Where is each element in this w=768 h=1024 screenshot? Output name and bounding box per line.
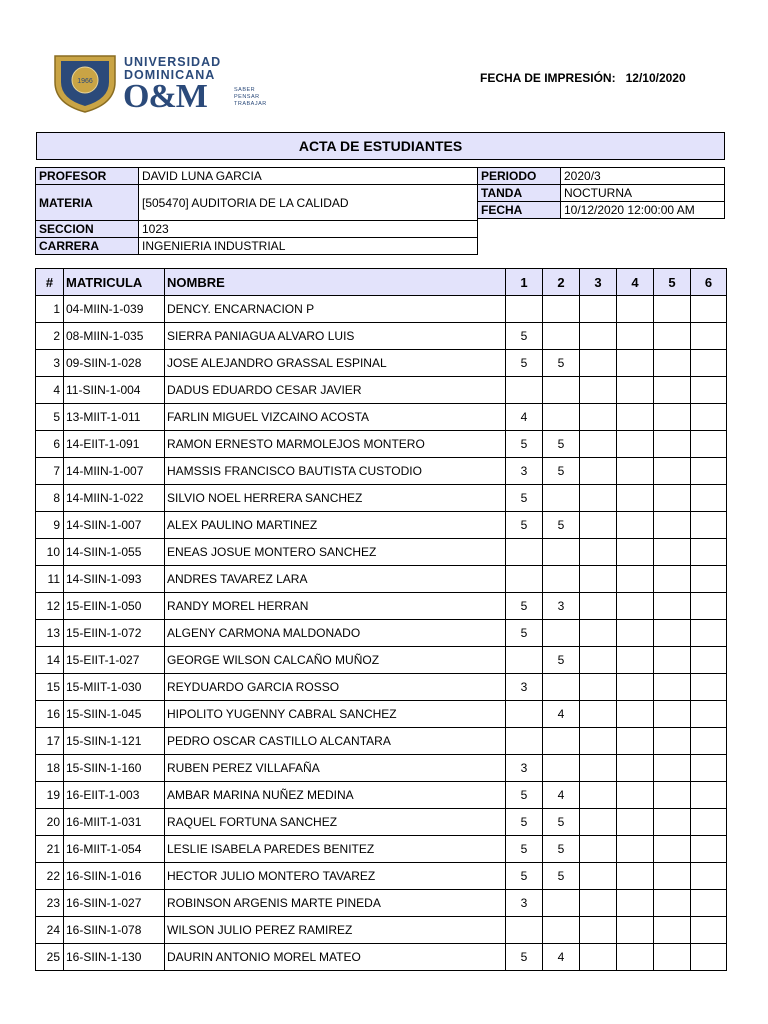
grade-6-cell: [691, 917, 727, 944]
grade-1-cell: [506, 539, 543, 566]
grade-6-cell: [691, 377, 727, 404]
grade-6-cell: [691, 728, 727, 755]
grade-5-cell: [654, 296, 691, 323]
grade-3-cell: [580, 431, 617, 458]
grade-1-cell: [506, 728, 543, 755]
grade-4-cell: [617, 701, 654, 728]
grade-4-cell: [617, 485, 654, 512]
nombre-cell: WILSON JULIO PEREZ RAMIREZ: [165, 917, 506, 944]
matricula-cell: 16-SIIN-1-016: [64, 863, 165, 890]
table-row: [36, 701, 727, 728]
nombre-cell: SILVIO NOEL HERRERA SANCHEZ: [165, 485, 506, 512]
grade-1-cell: 5: [506, 782, 543, 809]
nombre-cell: HIPOLITO YUGENNY CABRAL SANCHEZ: [165, 701, 506, 728]
grade-2-cell: 5: [543, 647, 580, 674]
grade-2-cell: [543, 485, 580, 512]
carrera-value: INGENIERIA INDUSTRIAL: [139, 238, 478, 255]
grade-2-cell: [543, 539, 580, 566]
matricula-cell: 11-SIIN-1-004: [64, 377, 165, 404]
grade-3-cell: [580, 377, 617, 404]
table-row: [36, 836, 727, 863]
table-row: [36, 350, 727, 377]
info-row: [36, 168, 478, 185]
nombre-cell: DAURIN ANTONIO MOREL MATEO: [165, 944, 506, 971]
grade-2-cell: [543, 620, 580, 647]
grade-5-cell: [654, 701, 691, 728]
row-number: 7: [36, 458, 64, 485]
nombre-cell: JOSE ALEJANDRO GRASSAL ESPINAL: [165, 350, 506, 377]
grade-4-cell: [617, 377, 654, 404]
matricula-cell: 15-MIIT-1-030: [64, 674, 165, 701]
table-row: [36, 296, 727, 323]
grade-4-cell: [617, 431, 654, 458]
grade-2-cell: 5: [543, 350, 580, 377]
motto-line: TRABAJAR: [234, 101, 267, 107]
grade-5-cell: [654, 890, 691, 917]
fecha-value: 10/12/2020 12:00:00 AM: [561, 202, 725, 219]
grade-3-cell: [580, 728, 617, 755]
profesor-label: PROFESOR: [36, 168, 139, 185]
grade-4-cell: [617, 944, 654, 971]
period-info-table: [477, 167, 725, 219]
grade-1-cell: 5: [506, 620, 543, 647]
col-header-grade-3: 3: [580, 269, 617, 296]
grade-1-cell: 3: [506, 890, 543, 917]
grade-3-cell: [580, 566, 617, 593]
logo-line-2: DOMINICANA: [124, 68, 216, 82]
table-row: [36, 458, 727, 485]
grade-1-cell: 3: [506, 755, 543, 782]
grade-2-cell: 5: [543, 431, 580, 458]
grade-1-cell: 5: [506, 350, 543, 377]
row-number: 23: [36, 890, 64, 917]
table-row: [36, 728, 727, 755]
grade-2-cell: 4: [543, 782, 580, 809]
matricula-cell: 16-SIIN-1-027: [64, 890, 165, 917]
nombre-cell: HAMSSIS FRANCISCO BAUTISTA CUSTODIO: [165, 458, 506, 485]
table-row: [36, 566, 727, 593]
grade-2-cell: [543, 296, 580, 323]
grade-1-cell: [506, 566, 543, 593]
grade-1-cell: 3: [506, 674, 543, 701]
row-number: 1: [36, 296, 64, 323]
matricula-cell: 15-SIIN-1-045: [64, 701, 165, 728]
grade-1-cell: 5: [506, 863, 543, 890]
nombre-cell: REYDUARDO GARCIA ROSSO: [165, 674, 506, 701]
matricula-cell: 15-SIIN-1-121: [64, 728, 165, 755]
nombre-cell: ENEAS JOSUE MONTERO SANCHEZ: [165, 539, 506, 566]
row-number: 19: [36, 782, 64, 809]
table-row: [36, 323, 727, 350]
grade-6-cell: [691, 404, 727, 431]
grade-2-cell: [543, 404, 580, 431]
university-logo: [53, 52, 278, 116]
row-number: 17: [36, 728, 64, 755]
course-info-table: [35, 167, 478, 255]
grade-4-cell: [617, 647, 654, 674]
motto-line: SABER: [234, 87, 256, 93]
grade-4-cell: [617, 323, 654, 350]
nombre-cell: AMBAR MARINA NUÑEZ MEDINA: [165, 782, 506, 809]
grade-6-cell: [691, 431, 727, 458]
grade-2-cell: [543, 755, 580, 782]
table-row: [36, 539, 727, 566]
row-number: 22: [36, 863, 64, 890]
table-row: [36, 512, 727, 539]
nombre-cell: RAQUEL FORTUNA SANCHEZ: [165, 809, 506, 836]
col-header-grade-5: 5: [654, 269, 691, 296]
row-number: 13: [36, 620, 64, 647]
grade-5-cell: [654, 728, 691, 755]
row-number: 3: [36, 350, 64, 377]
grade-3-cell: [580, 485, 617, 512]
grade-1-cell: [506, 377, 543, 404]
grade-5-cell: [654, 755, 691, 782]
grade-2-cell: 5: [543, 458, 580, 485]
grade-3-cell: [580, 350, 617, 377]
info-row: [36, 185, 478, 221]
grade-6-cell: [691, 674, 727, 701]
grade-5-cell: [654, 917, 691, 944]
logo-motto: [234, 87, 267, 108]
grade-4-cell: [617, 782, 654, 809]
nombre-cell: HECTOR JULIO MONTERO TAVAREZ: [165, 863, 506, 890]
row-number: 24: [36, 917, 64, 944]
grade-2-cell: 5: [543, 512, 580, 539]
grade-2-cell: [543, 566, 580, 593]
seccion-value: 1023: [139, 221, 478, 238]
matricula-cell: 14-MIIN-1-007: [64, 458, 165, 485]
grade-2-cell: 3: [543, 593, 580, 620]
table-row: [36, 485, 727, 512]
row-number: 6: [36, 431, 64, 458]
grade-6-cell: [691, 539, 727, 566]
grade-4-cell: [617, 458, 654, 485]
grade-5-cell: [654, 512, 691, 539]
row-number: 5: [36, 404, 64, 431]
table-row: [36, 917, 727, 944]
nombre-cell: RANDY MOREL HERRAN: [165, 593, 506, 620]
nombre-cell: ROBINSON ARGENIS MARTE PINEDA: [165, 890, 506, 917]
grade-6-cell: [691, 701, 727, 728]
row-number: 15: [36, 674, 64, 701]
print-date: [480, 71, 686, 85]
row-number: 11: [36, 566, 64, 593]
grade-3-cell: [580, 890, 617, 917]
col-header-grade-6: 6: [691, 269, 727, 296]
grade-2-cell: [543, 890, 580, 917]
matricula-cell: 16-SIIN-1-078: [64, 917, 165, 944]
grade-4-cell: [617, 809, 654, 836]
nombre-cell: PEDRO OSCAR CASTILLO ALCANTARA: [165, 728, 506, 755]
matricula-cell: 14-SIIN-1-055: [64, 539, 165, 566]
grade-4-cell: [617, 890, 654, 917]
grade-1-cell: 5: [506, 323, 543, 350]
grade-3-cell: [580, 593, 617, 620]
grade-4-cell: [617, 404, 654, 431]
logo-brand: O&M: [123, 78, 207, 115]
grade-3-cell: [580, 755, 617, 782]
table-row: [36, 674, 727, 701]
student-rows: [36, 296, 727, 971]
grade-5-cell: [654, 782, 691, 809]
table-row: [36, 809, 727, 836]
grade-3-cell: [580, 512, 617, 539]
grade-6-cell: [691, 944, 727, 971]
table-row: [36, 377, 727, 404]
grade-4-cell: [617, 728, 654, 755]
periodo-value: 2020/3: [561, 168, 725, 185]
grade-6-cell: [691, 863, 727, 890]
grade-5-cell: [654, 593, 691, 620]
grade-3-cell: [580, 917, 617, 944]
grade-3-cell: [580, 458, 617, 485]
row-number: 8: [36, 485, 64, 512]
grade-6-cell: [691, 458, 727, 485]
matricula-cell: 16-SIIN-1-130: [64, 944, 165, 971]
grade-5-cell: [654, 809, 691, 836]
row-number: 16: [36, 701, 64, 728]
grade-3-cell: [580, 944, 617, 971]
matricula-cell: 14-MIIN-1-022: [64, 485, 165, 512]
tanda-label: TANDA: [478, 185, 561, 202]
grade-1-cell: 3: [506, 458, 543, 485]
grade-4-cell: [617, 620, 654, 647]
table-header-row: [36, 269, 727, 296]
table-row: [36, 620, 727, 647]
nombre-cell: LESLIE ISABELA PAREDES BENITEZ: [165, 836, 506, 863]
grade-5-cell: [654, 674, 691, 701]
periodo-label: PERIODO: [478, 168, 561, 185]
nombre-cell: FARLIN MIGUEL VIZCAINO ACOSTA: [165, 404, 506, 431]
matricula-cell: 15-EIIN-1-050: [64, 593, 165, 620]
tanda-value: NOCTURNA: [561, 185, 725, 202]
grade-3-cell: [580, 647, 617, 674]
matricula-cell: 16-MIIT-1-031: [64, 809, 165, 836]
row-number: 2: [36, 323, 64, 350]
grade-5-cell: [654, 944, 691, 971]
nombre-cell: ALEX PAULINO MARTINEZ: [165, 512, 506, 539]
grade-1-cell: [506, 647, 543, 674]
shield-seal-icon: [53, 52, 117, 114]
matricula-cell: 09-SIIN-1-028: [64, 350, 165, 377]
materia-value: [505470] AUDITORIA DE LA CALIDAD: [139, 185, 478, 221]
matricula-cell: 14-SIIN-1-093: [64, 566, 165, 593]
profesor-value: DAVID LUNA GARCIA: [139, 168, 478, 185]
grade-6-cell: [691, 890, 727, 917]
grade-2-cell: 5: [543, 863, 580, 890]
row-number: 12: [36, 593, 64, 620]
grade-6-cell: [691, 755, 727, 782]
matricula-cell: 13-MIIT-1-011: [64, 404, 165, 431]
grade-5-cell: [654, 485, 691, 512]
matricula-cell: 15-SIIN-1-160: [64, 755, 165, 782]
matricula-cell: 14-SIIN-1-007: [64, 512, 165, 539]
matricula-cell: 16-EIIT-1-003: [64, 782, 165, 809]
grade-6-cell: [691, 485, 727, 512]
grade-1-cell: 4: [506, 404, 543, 431]
print-date-value: 12/10/2020: [625, 71, 686, 85]
materia-label: MATERIA: [36, 185, 139, 221]
table-row: [36, 782, 727, 809]
info-row: [478, 168, 725, 185]
nombre-cell: GEORGE WILSON CALCAÑO MUÑOZ: [165, 647, 506, 674]
row-number: 9: [36, 512, 64, 539]
grade-5-cell: [654, 836, 691, 863]
grade-4-cell: [617, 296, 654, 323]
grade-3-cell: [580, 620, 617, 647]
row-number: 10: [36, 539, 64, 566]
grade-1-cell: 5: [506, 809, 543, 836]
nombre-cell: SIERRA PANIAGUA ALVARO LUIS: [165, 323, 506, 350]
document-title: ACTA DE ESTUDIANTES: [36, 132, 725, 160]
table-row: [36, 647, 727, 674]
grade-5-cell: [654, 458, 691, 485]
grade-2-cell: 5: [543, 809, 580, 836]
grade-6-cell: [691, 593, 727, 620]
info-row: [36, 221, 478, 238]
matricula-cell: 15-EIIT-1-027: [64, 647, 165, 674]
table-row: [36, 890, 727, 917]
table-row: [36, 404, 727, 431]
grade-2-cell: [543, 674, 580, 701]
grade-4-cell: [617, 917, 654, 944]
row-number: 20: [36, 809, 64, 836]
col-header-grade-4: 4: [617, 269, 654, 296]
matricula-cell: 14-EIIT-1-091: [64, 431, 165, 458]
col-header-grade-2: 2: [543, 269, 580, 296]
grade-5-cell: [654, 620, 691, 647]
grade-1-cell: [506, 701, 543, 728]
table-row: [36, 755, 727, 782]
grade-2-cell: 5: [543, 836, 580, 863]
grade-3-cell: [580, 863, 617, 890]
matricula-cell: 15-EIIN-1-072: [64, 620, 165, 647]
grade-6-cell: [691, 566, 727, 593]
nombre-cell: DENCY. ENCARNACION P: [165, 296, 506, 323]
grade-6-cell: [691, 620, 727, 647]
grade-4-cell: [617, 674, 654, 701]
row-number: 18: [36, 755, 64, 782]
grade-6-cell: [691, 836, 727, 863]
grade-3-cell: [580, 782, 617, 809]
carrera-label: CARRERA: [36, 238, 139, 255]
grade-1-cell: 5: [506, 593, 543, 620]
grade-3-cell: [580, 539, 617, 566]
table-row: [36, 944, 727, 971]
grade-1-cell: [506, 296, 543, 323]
matricula-cell: 16-MIIT-1-054: [64, 836, 165, 863]
table-row: [36, 863, 727, 890]
grade-2-cell: [543, 323, 580, 350]
row-number: 25: [36, 944, 64, 971]
grade-3-cell: [580, 836, 617, 863]
matricula-cell: 08-MIIN-1-035: [64, 323, 165, 350]
grade-2-cell: [543, 377, 580, 404]
table-row: [36, 431, 727, 458]
logo-line-1: UNIVERSIDAD: [124, 55, 222, 69]
seccion-label: SECCION: [36, 221, 139, 238]
info-row: [478, 185, 725, 202]
grade-2-cell: [543, 917, 580, 944]
grade-3-cell: [580, 404, 617, 431]
row-number: 4: [36, 377, 64, 404]
info-row: [36, 238, 478, 255]
table-row: [36, 593, 727, 620]
grade-2-cell: [543, 728, 580, 755]
col-header-number: #: [36, 269, 64, 296]
nombre-cell: RAMON ERNESTO MARMOLEJOS MONTERO: [165, 431, 506, 458]
nombre-cell: ANDRES TAVAREZ LARA: [165, 566, 506, 593]
grade-5-cell: [654, 377, 691, 404]
grade-1-cell: 5: [506, 485, 543, 512]
students-table: [35, 268, 727, 971]
grade-1-cell: 5: [506, 431, 543, 458]
row-number: 21: [36, 836, 64, 863]
grade-1-cell: 5: [506, 512, 543, 539]
nombre-cell: RUBEN PEREZ VILLAFAÑA: [165, 755, 506, 782]
row-number: 14: [36, 647, 64, 674]
grade-3-cell: [580, 323, 617, 350]
grade-4-cell: [617, 350, 654, 377]
col-header-nombre: NOMBRE: [165, 269, 506, 296]
grade-6-cell: [691, 296, 727, 323]
grade-6-cell: [691, 647, 727, 674]
grade-5-cell: [654, 350, 691, 377]
motto-line: PENSAR: [234, 94, 260, 100]
grade-4-cell: [617, 755, 654, 782]
grade-5-cell: [654, 404, 691, 431]
grade-4-cell: [617, 539, 654, 566]
info-row: [478, 202, 725, 219]
grade-1-cell: [506, 917, 543, 944]
fecha-label: FECHA: [478, 202, 561, 219]
print-date-label: FECHA DE IMPRESIÓN:: [480, 71, 616, 85]
grade-3-cell: [580, 809, 617, 836]
grade-4-cell: [617, 593, 654, 620]
grade-5-cell: [654, 566, 691, 593]
grade-4-cell: [617, 566, 654, 593]
grade-5-cell: [654, 863, 691, 890]
col-header-grade-1: 1: [506, 269, 543, 296]
grade-1-cell: 5: [506, 836, 543, 863]
grade-3-cell: [580, 296, 617, 323]
grade-5-cell: [654, 647, 691, 674]
grade-5-cell: [654, 431, 691, 458]
nombre-cell: DADUS EDUARDO CESAR JAVIER: [165, 377, 506, 404]
grade-4-cell: [617, 512, 654, 539]
grade-6-cell: [691, 323, 727, 350]
grade-3-cell: [580, 701, 617, 728]
grade-2-cell: 4: [543, 944, 580, 971]
grade-6-cell: [691, 782, 727, 809]
grade-6-cell: [691, 512, 727, 539]
nombre-cell: ALGENY CARMONA MALDONADO: [165, 620, 506, 647]
grade-4-cell: [617, 836, 654, 863]
grade-5-cell: [654, 539, 691, 566]
grade-5-cell: [654, 323, 691, 350]
grade-3-cell: [580, 674, 617, 701]
grade-4-cell: [617, 863, 654, 890]
grade-6-cell: [691, 350, 727, 377]
col-header-matricula: MATRICULA: [64, 269, 165, 296]
grade-1-cell: 5: [506, 944, 543, 971]
matricula-cell: 04-MIIN-1-039: [64, 296, 165, 323]
grade-2-cell: 4: [543, 701, 580, 728]
grade-6-cell: [691, 809, 727, 836]
seal-year: 1966: [77, 78, 93, 85]
